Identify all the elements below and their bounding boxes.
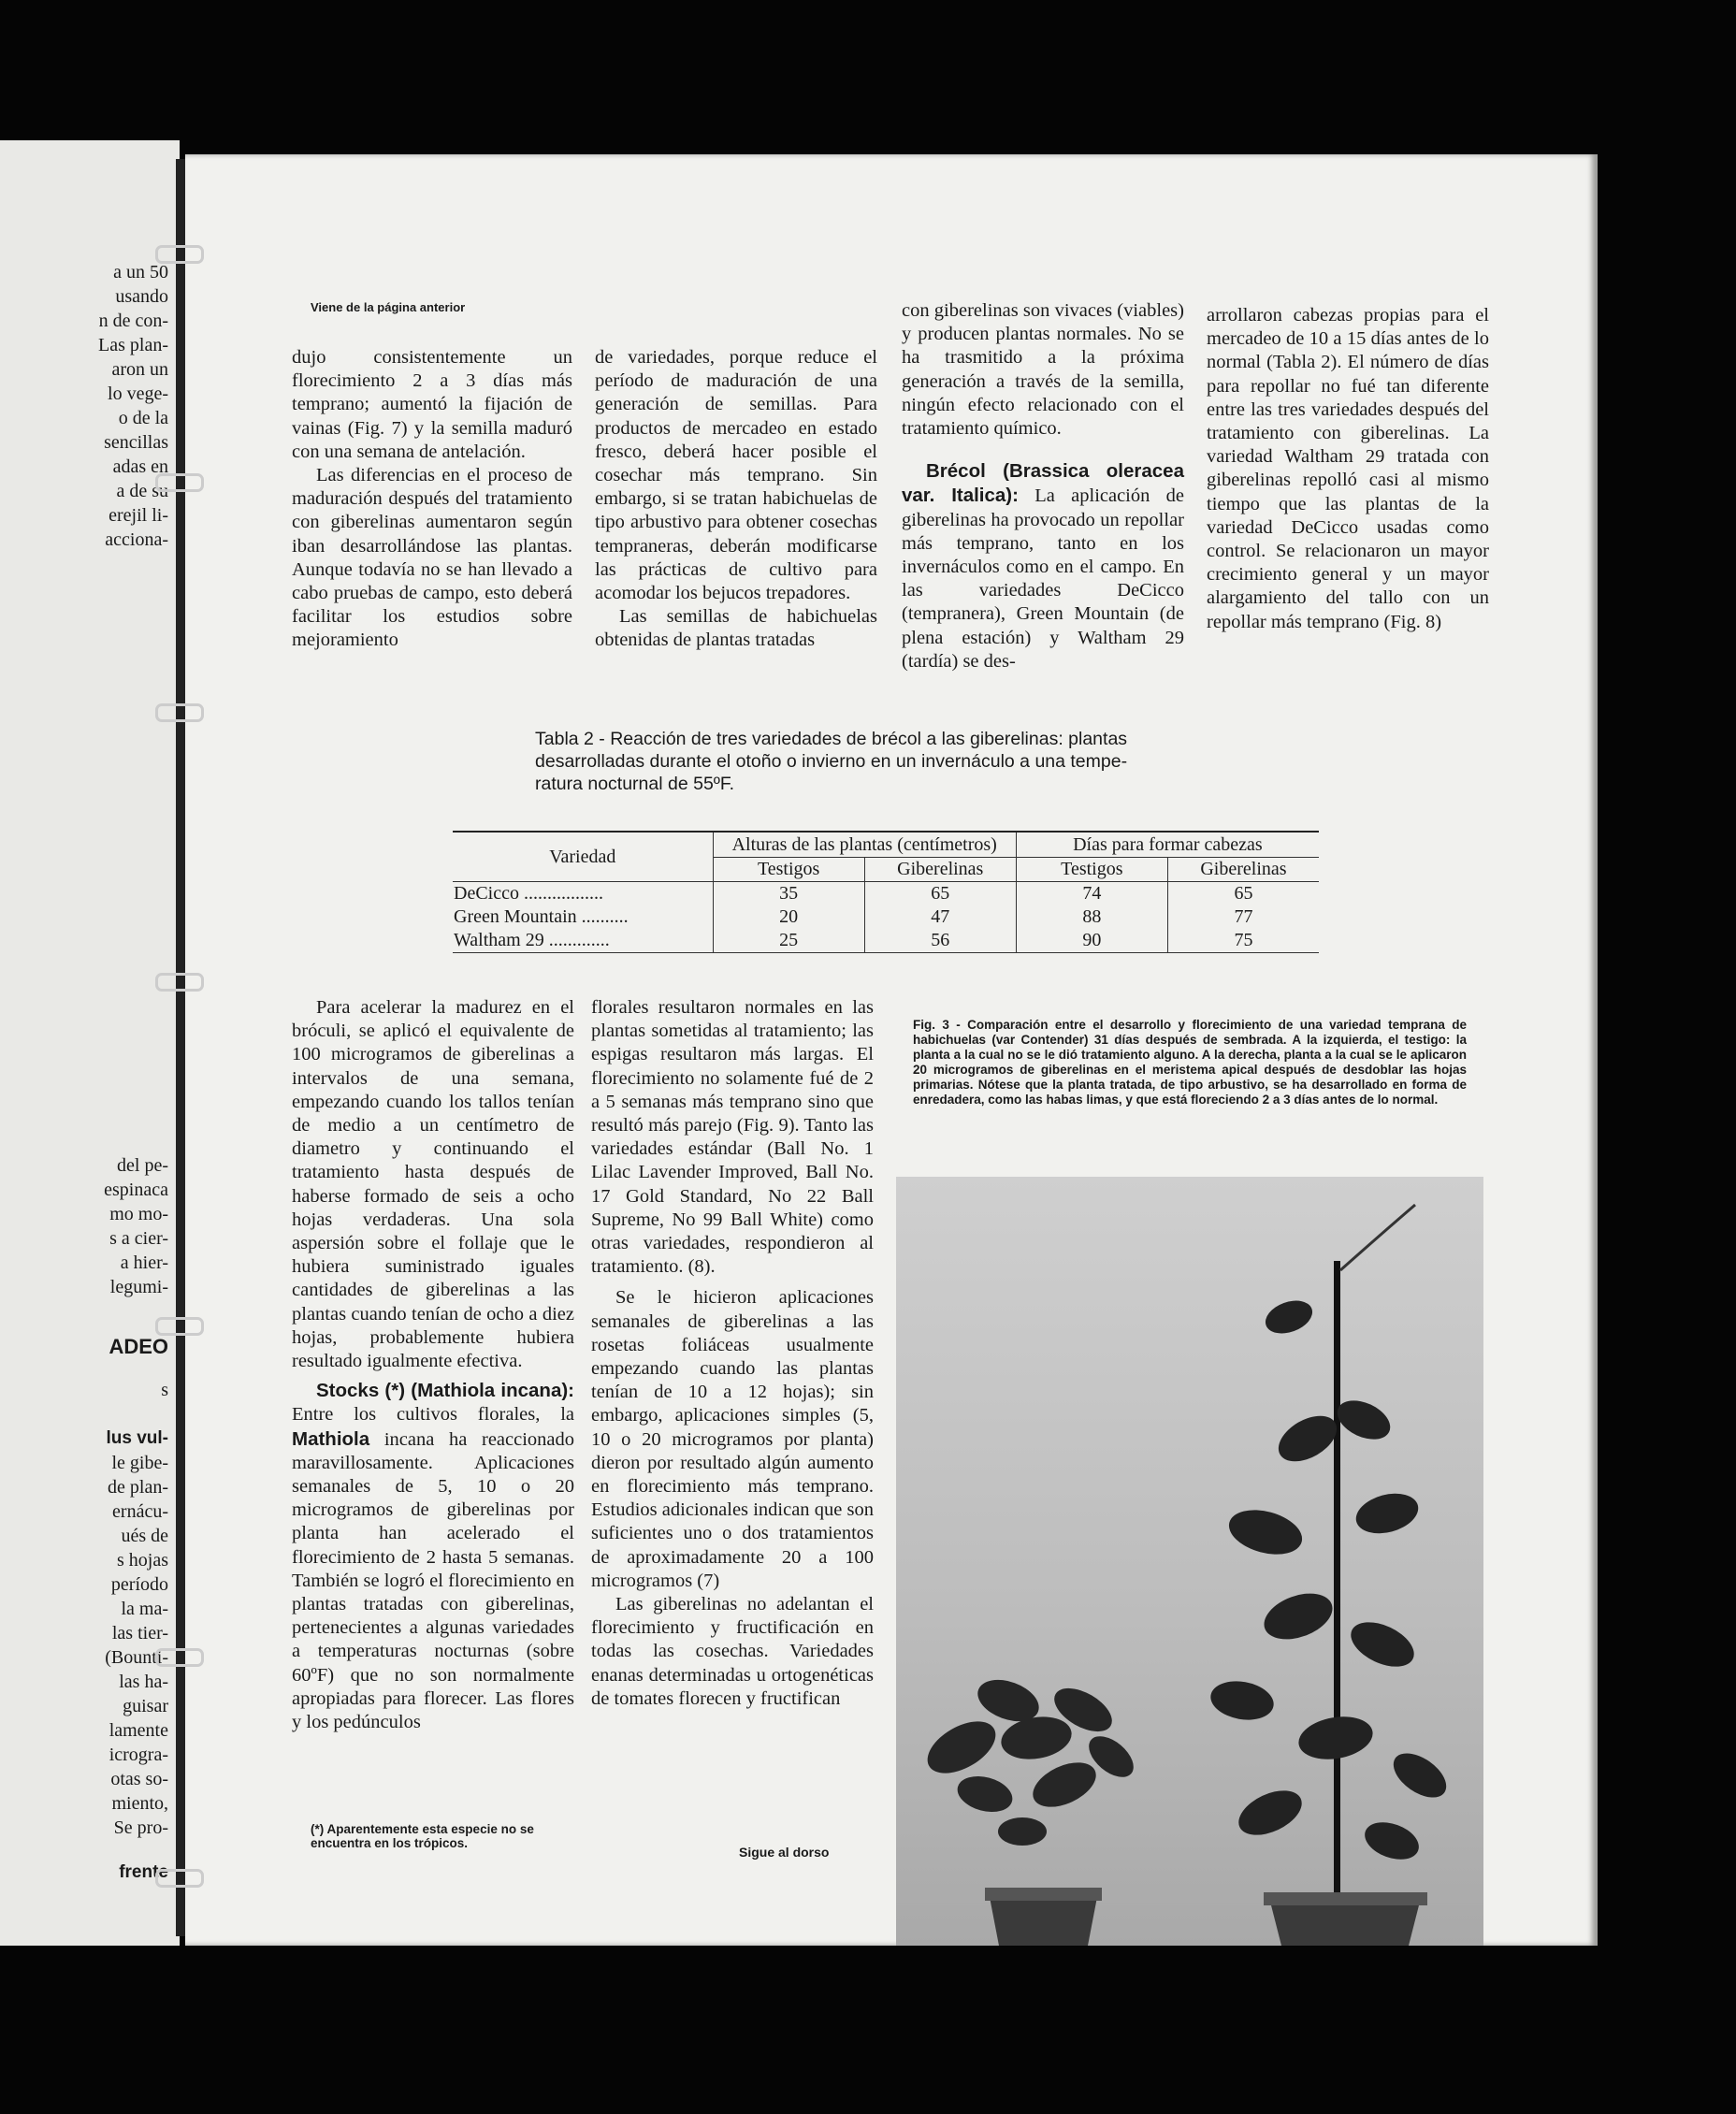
photo-illustration (896, 1177, 1483, 1946)
left-page-text-fragment: período (110, 1574, 168, 1595)
left-page-fragment (0, 140, 180, 1946)
column-2-top (595, 346, 877, 653)
left-page-text-fragment: las ha- (119, 1672, 168, 1692)
table-row (453, 929, 1319, 953)
left-page-text-fragment: las tier- (111, 1623, 168, 1643)
paragraph: arrollaron cabezas propias para el mercadeo de 10 a 15 días antes de lo normal (Tabla 2). El número de días para repollar no fué tan diferente entre las tres variedades después del tratamiento con giberelinas. La variedad Waltham 29 tratada con giberelinas repolló casi al mismo tiempo que las plantas de la variedad DeCicco usadas como control. Se relacionaron un mayor crecimiento general y un mayor alargamiento del tallo con un repollar más temprano (Fig. 8) (1207, 305, 1489, 632)
left-page-text-fragment: de plan- (108, 1477, 168, 1498)
table-cell: 25 (713, 929, 864, 953)
table-cell: 74 (1016, 882, 1167, 906)
left-page-text-fragment: n de con- (98, 311, 168, 331)
left-page-text-fragment: s hojas (117, 1550, 168, 1571)
left-page-text-fragment: lamente (108, 1720, 168, 1741)
paragraph: dujo consistentemente un florecimiento 2 a 3 días más temprano; aumentó la fijación de vainas (Fig. 7) y la semilla maduró con una semana de antelación. (292, 347, 572, 462)
paragraph: Las giberelinas no adelantan el florecimiento y fructificación en todas las cosechas. Variedades enanas determinadas u ortogenéticas de tomates florecen y fructifican (591, 1594, 874, 1709)
column-1-bottom (292, 996, 574, 1734)
left-page-text-fragment: sencillas (104, 432, 168, 453)
left-page-text-fragment: guisar (123, 1696, 168, 1716)
footnote: (*) Aparentemente esta especie no se encuentra en los trópicos. (311, 1822, 534, 1850)
binding-spine (176, 159, 185, 1936)
subheader: Testigos (713, 858, 864, 882)
table-caption-line: desarrolladas durante el otoño o invierno en un invernáculo a una tempe- (535, 751, 1128, 772)
paragraph: Las semillas de habichuelas obtenidas de plantas tratadas (595, 606, 877, 651)
column-3-top (902, 299, 1184, 673)
column-4-top (1207, 304, 1489, 634)
left-page-text-fragment: la ma- (121, 1599, 168, 1619)
header-dias: Días para formar cabezas (1016, 832, 1319, 858)
row-label: Green Mountain (454, 906, 577, 927)
binder-ring (155, 1869, 204, 1888)
left-page-text-fragment: icrogra- (108, 1745, 168, 1765)
figure-caption: Fig. 3 - Comparación entre el desarrollo y florecimiento de una variedad temprana de habichuelas (var Contender) 31 días después de sembrada. A la izquierda, el testigo: la planta a la cual no se le dió tratamiento alguno. A la derecha, planta a la cual se le aplicaron 20 microgramos de giberelinas en el meristema apical después de desdoblar las hojas primarias. Nótese que la planta tratada, de tipo arbustivo, se ha desarrollado en forma de enredadera, como las habas limas, y que está floreciendo 2 a 3 días antes de lo normal. (913, 1018, 1467, 1107)
table-caption-line: Tabla 2 - Reacción de tres variedades de brécol a las giberelinas: plantas (535, 729, 1128, 749)
left-page-text-fragment: Las plan- (98, 335, 168, 355)
paragraph: Las diferencias en el proceso de maduración después del tratamiento con giberelinas aumentaron según iban desarrollándose las plantas. Aunque todavía no se han llevado a cabo pruebas de campo, esto deberá facilitar los estudios sobre mejoramiento (292, 465, 572, 651)
left-page-text-fragment: mo mo- (109, 1204, 168, 1224)
table-row (453, 882, 1319, 906)
binder-ring (155, 1317, 204, 1336)
left-page-text-fragment: miento, (111, 1793, 168, 1814)
continued-note: Viene de la página anterior (311, 300, 466, 314)
left-page-text-fragment: legumi- (109, 1277, 168, 1297)
left-page-text-fragment: lo vege- (108, 384, 168, 404)
table-cell: 75 (1167, 929, 1319, 953)
left-page-text-fragment: frente (119, 1862, 168, 1882)
section-heading-brecol: Brécol (Brassica oleracea var. Italica): (902, 460, 1184, 507)
plant-photo (896, 1177, 1483, 1946)
paragraph: Entre los cultivos florales, la (292, 1404, 574, 1426)
table-cell: 35 (713, 882, 864, 906)
left-page-text-fragment: acciona- (105, 529, 168, 550)
left-page-text-fragment: (Bounti- (105, 1647, 168, 1668)
table-cell: 88 (1016, 905, 1167, 929)
row-label: DeCicco (454, 883, 519, 904)
left-page-text-fragment: del pe- (117, 1155, 168, 1176)
binder-ring (155, 973, 204, 992)
binder-ring (155, 473, 204, 492)
paragraph: La aplicación de giberelinas ha provocado un repollar más temprano, tanto en los invernáculos como en el campo. En las variedades DeCicco (tempranera), Green Mountain (de plena estación) y Waltham 29 (tardía) se des- (902, 485, 1185, 672)
paragraph: Se le hicieron aplicaciones semanales de giberelinas a las rosetas foliáceas usualmente empezando cuando las plantas tenían de 10 a 12 hojas); sin embargo, aplicaciones simples (5, 10 o 20 microgramos por planta) dieron por resultado algún aumento en florecimiento más temprano. Estudios adicionales indican que son suficientes uno o dos tratamientos de aproximadamente 20 a 100 microgramos (7) (591, 1287, 874, 1591)
binder-ring (155, 703, 204, 722)
table-2 (453, 831, 1319, 953)
leader-dots: .......... (581, 906, 629, 927)
species-name: Mathiola (292, 1427, 370, 1450)
leader-dots: ................. (523, 883, 603, 904)
leader-dots: ............. (548, 930, 610, 950)
table-cell: 47 (864, 905, 1016, 929)
table-row (453, 905, 1319, 929)
left-page-text-fragment: Se pro- (113, 1817, 168, 1838)
left-page-text-fragment: ernácu- (112, 1501, 168, 1522)
table-cell: 90 (1016, 929, 1167, 953)
table-cell: 56 (864, 929, 1016, 953)
left-page-text-fragment: lus vul- (106, 1428, 168, 1448)
left-page-text-fragment: o de la (118, 408, 168, 428)
paragraph: incana ha reaccionado maravillosamente. Aplicaciones semanales de 5, 10 o 20 microgramos de giberelinas por planta han acelerado el florecimiento de 2 hasta 5 semanas. También se logró el florecimiento en plantas tratadas con giberelinas, pertenecientes a algunas variedades a temperaturas nocturnas (sobre 60ºF) que no son normalmente apropiadas para florecer. Las flores y los pedúnculos (292, 1428, 575, 1733)
left-page-text-fragment: a un 50 (113, 262, 168, 282)
left-page-text-fragment: a de su (116, 481, 168, 501)
left-page-text-fragment: adas en (112, 456, 168, 477)
left-page-text-fragment: espinaca (104, 1180, 168, 1200)
paragraph: de variedades, porque reduce el período de maduración de una generación de semillas. Para productos de mercadeo en estado fresco, deberá hacer posible el cosechar más temprano. Sin embargo, si se tratan habichuelas de tipo arbustivo para obtener cosechas tempraneras, deberán modificarse las prácticas de cultivo para acomodar los bejucos trepadores. (595, 347, 877, 604)
header-alturas: Alturas de las plantas (centímetros) (713, 832, 1016, 858)
table-caption-line: ratura nocturnal de 55ºF. (535, 774, 735, 794)
table-cell: 20 (713, 905, 864, 929)
continue-note: Sigue al dorso (739, 1845, 830, 1860)
binder-ring (155, 245, 204, 264)
left-page-text-fragment: s (161, 1380, 168, 1400)
row-label: Waltham 29 (454, 930, 544, 950)
section-heading-stocks: Stocks (*) (Mathiola incana): (316, 1380, 574, 1402)
table-cell: 65 (1167, 882, 1319, 906)
left-page-text-fragment: otas so- (110, 1769, 168, 1789)
left-page-text-fragment: ADEO (108, 1335, 168, 1358)
table-caption (535, 728, 1283, 795)
left-page-text-fragment: aron un (111, 359, 168, 380)
column-2-bottom (591, 996, 874, 1711)
binder-ring (155, 1648, 204, 1667)
left-page-text-fragment: erejil li- (108, 505, 168, 526)
table-cell: 65 (864, 882, 1016, 906)
paragraph: con giberelinas son vivaces (viables) y producen plantas normales. No se ha trasmitido a la próxima generación a través de la semilla, ningún efecto relacionado con el tratamiento químico. (902, 300, 1184, 440)
left-page-text-fragment: usando (115, 286, 168, 307)
table-cell: 77 (1167, 905, 1319, 929)
paragraph: Para acelerar la madurez en el bróculi, se aplicó el equivalente de 100 microgramos de giberelinas a intervalos de una semana, empezando cuando los tallos tenían de medio a un centímetro de diametro y continuando el tratamiento hasta después de haberse formado de seis a ocho hojas verdaderas. Una sola aspersión sobre el follaje que le hubiera suministrado iguales cantidades de giberelinas a las plantas cuando tenían de ocho a diez hojas, probablemente hubiera resultado igualmente efectiva. (292, 997, 574, 1372)
left-page-text-fragment: s a cier- (109, 1228, 168, 1249)
subheader: Giberelinas (1167, 858, 1319, 882)
left-page-text-fragment: ués de (121, 1526, 168, 1546)
subheader: Testigos (1016, 858, 1167, 882)
column-1-top (292, 346, 572, 653)
header-variedad: Variedad (549, 846, 616, 867)
paragraph: florales resultaron normales en las plantas sometidas al tratamiento; las espigas resultaron más largas. El florecimiento no solamente fué de 2 a 5 semanas más temprano sino que resultó más parejo (Fig. 9). Tanto las variedades estándar (Ball No. 1 Lilac Lavender Improved, Ball No. 17 Gold Standard, No 22 Ball Supreme, No 99 Ball White) como otras variedades, respondieron al tratamiento. (8). (591, 997, 874, 1278)
left-page-text-fragment: le gibe- (111, 1453, 168, 1473)
subheader: Giberelinas (864, 858, 1016, 882)
left-page-text-fragment: a hier- (120, 1252, 168, 1273)
